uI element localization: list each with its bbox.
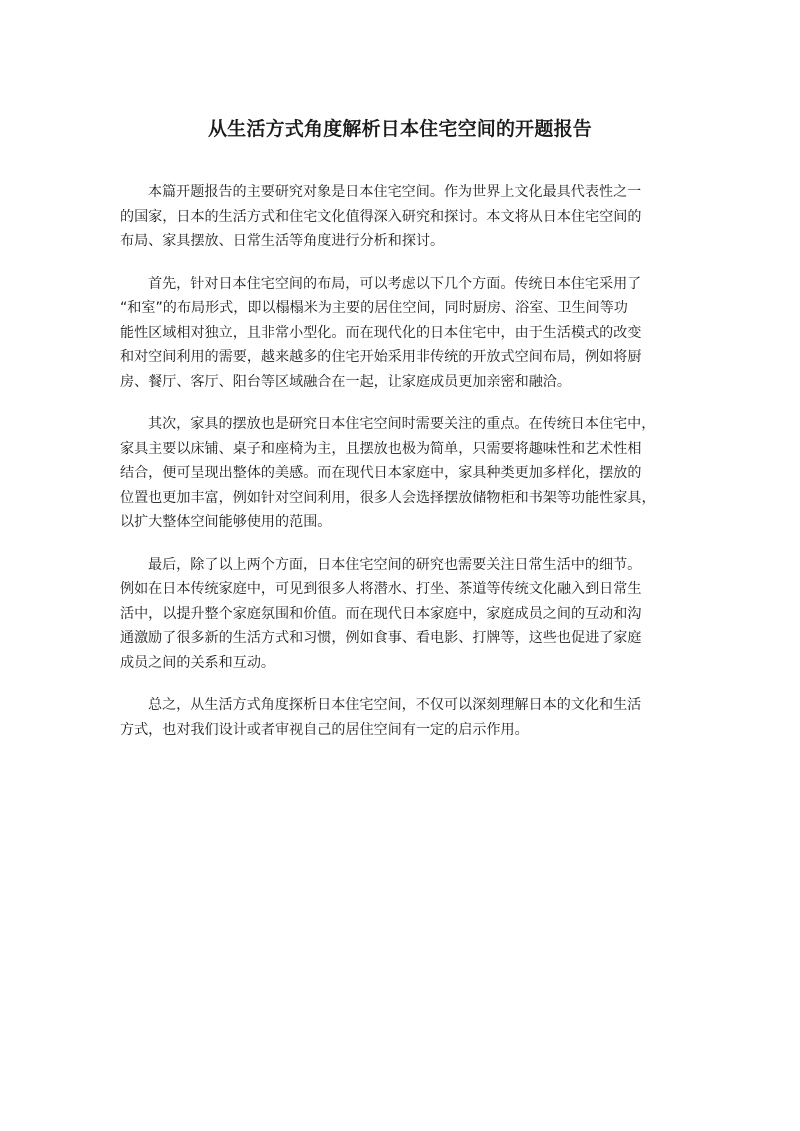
paragraph-line: 最后，除了以上两个方面，日本住宅空间的研究也需要关注日常生活中的细节。 xyxy=(148,556,642,573)
paragraph-line: 本篇开题报告的主要研究对象是日本住宅空间。作为世界上文化最具代表性之一 xyxy=(148,184,642,200)
document-title: 从生活方式角度解析日本住宅空间的开题报告 xyxy=(207,118,592,140)
paragraph xyxy=(120,272,682,395)
paragraph xyxy=(120,693,682,742)
document-body xyxy=(120,180,682,760)
paragraph-line: 家具主要以床铺、桌子和座椅为主，且摆放也极为简单，只需要将趣味性和艺术性相 xyxy=(120,440,642,457)
paragraph-line: 方式，也对我们设计或者审视自己的居住空间有一定的启示作用。 xyxy=(120,721,529,738)
paragraph-line: 活中，以提升整个家庭氛围和价值。而在现代日本家庭中，家庭成员之间的互动和沟 xyxy=(120,605,642,622)
paragraph xyxy=(120,180,682,254)
paragraph-line: 其次，家具的摆放也是研究日本住宅空间时需要关注的重点。在传统日本住宅中， xyxy=(148,416,656,432)
paragraph-line: 和对空间利用的需要，越来越多的住宅开始采用非传统的开放式空间布局，例如将厨 xyxy=(120,349,642,365)
paragraph-line: 位置也更加丰富，例如针对空间利用，很多人会选择摆放储物柜和书架等功能性家具， xyxy=(120,489,656,506)
paragraph-line: 能性区域相对独立，且非常小型化。而在现代化的日本住宅中，由于生活模式的改变 xyxy=(120,324,642,341)
paragraph-line: 通激励了很多新的生活方式和习惯，例如食事、看电影、打牌等，这些也促进了家庭 xyxy=(120,630,642,646)
paragraph-line: 布局、家具摆放、日常生活等角度进行分析和探讨。 xyxy=(120,233,445,249)
paragraph-line: 成员之间的关系和互动。 xyxy=(120,654,276,671)
paragraph-line: 例如在日本传统家庭中，可见到很多人将潜水、打坐、茶道等传统文化融入到日常生 xyxy=(120,581,642,597)
paragraph-line: 以扩大整体空间能够使用的范围。 xyxy=(120,514,332,530)
paragraph xyxy=(120,553,682,676)
paragraph xyxy=(120,412,682,535)
paragraph-line: 首先，针对日本住宅空间的布局，可以考虑以下几个方面。传统日本住宅采用了 xyxy=(148,275,642,292)
paragraph-line: 的国家，日本的生活方式和住宅文化值得深入研究和探讨。本文将从日本住宅空间的 xyxy=(120,208,642,225)
paragraph-line: 总之，从生活方式角度探析日本住宅空间，不仅可以深刻理解日本的文化和生活 xyxy=(148,697,642,713)
paragraph-line: 房、餐厅、客厅、阳台等区域融合在一起，让家庭成员更加亲密和融洽。 xyxy=(120,373,571,390)
paragraph-line: 结合，便可呈现出整体的美感。而在现代日本家庭中，家具种类更加多样化，摆放的 xyxy=(120,465,642,481)
paragraph-line: “和室”的布局形式，即以榻榻米为主要的居住空间，同时厨房、浴室、卫生间等功 xyxy=(120,300,628,316)
